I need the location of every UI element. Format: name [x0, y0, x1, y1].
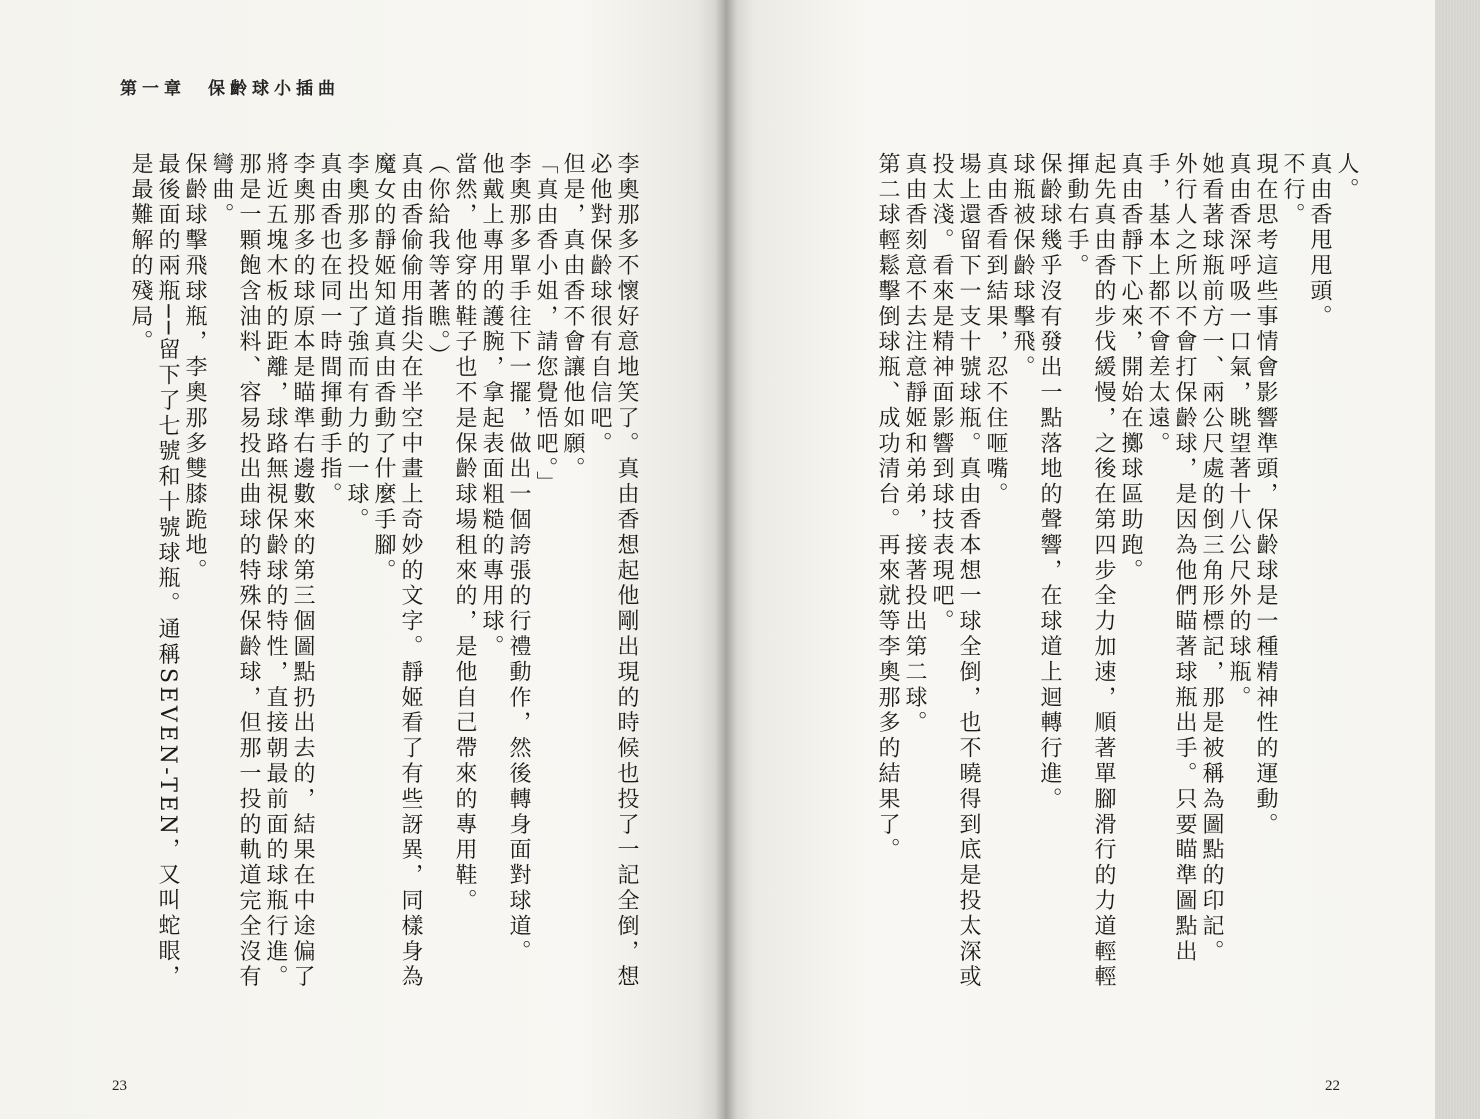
paragraph: 保齡球幾乎沒有發出一點落地的聲響，在球道上迴轉行進。 [1037, 152, 1062, 813]
page-number-left: 23 [112, 1078, 127, 1094]
paragraph: 真由香刻意不去注意靜姬和弟弟，接著投出第二球。 [902, 152, 927, 737]
book-gutter [715, 0, 737, 1119]
page-edges [1435, 0, 1480, 1119]
paragraph: 李奧那多不懷好意地笑了。真由香想起他剛出現的時候也投了一記全倒，想必他對保齡球很有自信吧。 [587, 152, 639, 991]
paragraph: 現在思考這些事情會影響準頭，保齡球是一種精神性的運動。 [1253, 152, 1278, 838]
right-page-body [874, 152, 1360, 1002]
paragraph: 真由香深呼吸一口氣，眺望著十八公尺外的球瓶。 [1226, 152, 1251, 711]
paragraph: （你給我等著瞧。） [425, 152, 450, 370]
paragraph: 真由香也在同一時間揮動手指。 [317, 152, 342, 508]
paragraph: 最後面的兩瓶──留下了七號和十號球瓶。通稱SEVEN-TEN，又叫蛇眼，是最難解的殘局。 [128, 152, 180, 990]
paragraph: 她看著球瓶前方一、兩公尺處的倒三角形標記，那是被稱為圖點的印記。 [1199, 152, 1224, 965]
paragraph: 外行人之所以不會打保齡球，是因為他們瞄著球瓶出手。只要瞄準圖點出手，基本上都不會差太遠。 [1145, 152, 1197, 965]
paragraph: 球瓶被保齡球擊飛。 [1010, 152, 1035, 381]
paragraph: 李奧那多單手往下一擺，做出一個誇張的行禮動作，然後轉身面對球道。 [506, 152, 531, 965]
paragraph: 但是，真由香不會讓他如願。 [560, 152, 585, 483]
paragraph: 真由香靜下心來，開始在擲球區助跑。 [1118, 152, 1143, 584]
left-page-body [127, 152, 640, 1002]
paragraph: 他戴上專用的護腕，拿起表面粗糙的專用球。 [479, 152, 504, 660]
page-number-right: 22 [1325, 1078, 1340, 1094]
paragraph: 場上還留下一支十號球瓶。真由香本想一球全倒，也不曉得到底是投太深或投太淺。看來是精神面影響到球技表現吧。 [929, 152, 981, 991]
paragraph: 真由香偷偷用指尖在半空中畫上奇妙的文字。靜姬看了有些訝異，同樣身為魔女的靜姬知道真由香動了什麼手腳。 [371, 152, 423, 991]
paragraph: 真由香看到結果，忍不住咂嘴。 [983, 152, 1008, 508]
paragraph: 保齡球擊飛球瓶，李奧那多雙膝跪地。 [182, 152, 207, 584]
paragraph: 當然，他穿的鞋子也不是保齡球場租來的，是他自己帶來的專用鞋。 [452, 152, 477, 914]
paragraph: 人。 [1334, 152, 1359, 203]
paragraph: 起先真由香的步伐緩慢，之後在第四步全力加速，順著單腳滑行的力道輕輕揮動右手。 [1064, 152, 1116, 991]
paragraph: 第二球輕鬆擊倒球瓶、成功清台。再來就等李奧那多的結果了。 [875, 152, 900, 864]
left-page [0, 0, 725, 1119]
paragraph: 不行。 [1280, 152, 1305, 229]
chapter-header: 第一章 保齡球小插曲 [120, 79, 340, 99]
right-page [725, 0, 1435, 1119]
paragraph: 李奧那多的球原本是瞄準右邊數來的第三個圖點扔出去的，結果在中途偏了將近五塊木板的距離，球路無視保齡球的特性，直接朝最前面的球瓶行進。那是一顆飽含油料、容易投出曲球的特殊保齡球，但那一投的軌道完全沒有彎曲。 [209, 152, 315, 991]
paragraph: 真由香甩甩頭。 [1307, 152, 1332, 330]
paragraph: 李奧那多投出了強而有力的一球。 [344, 152, 369, 533]
paragraph: 「真由香小姐，請您覺悟吧。」 [533, 152, 558, 497]
